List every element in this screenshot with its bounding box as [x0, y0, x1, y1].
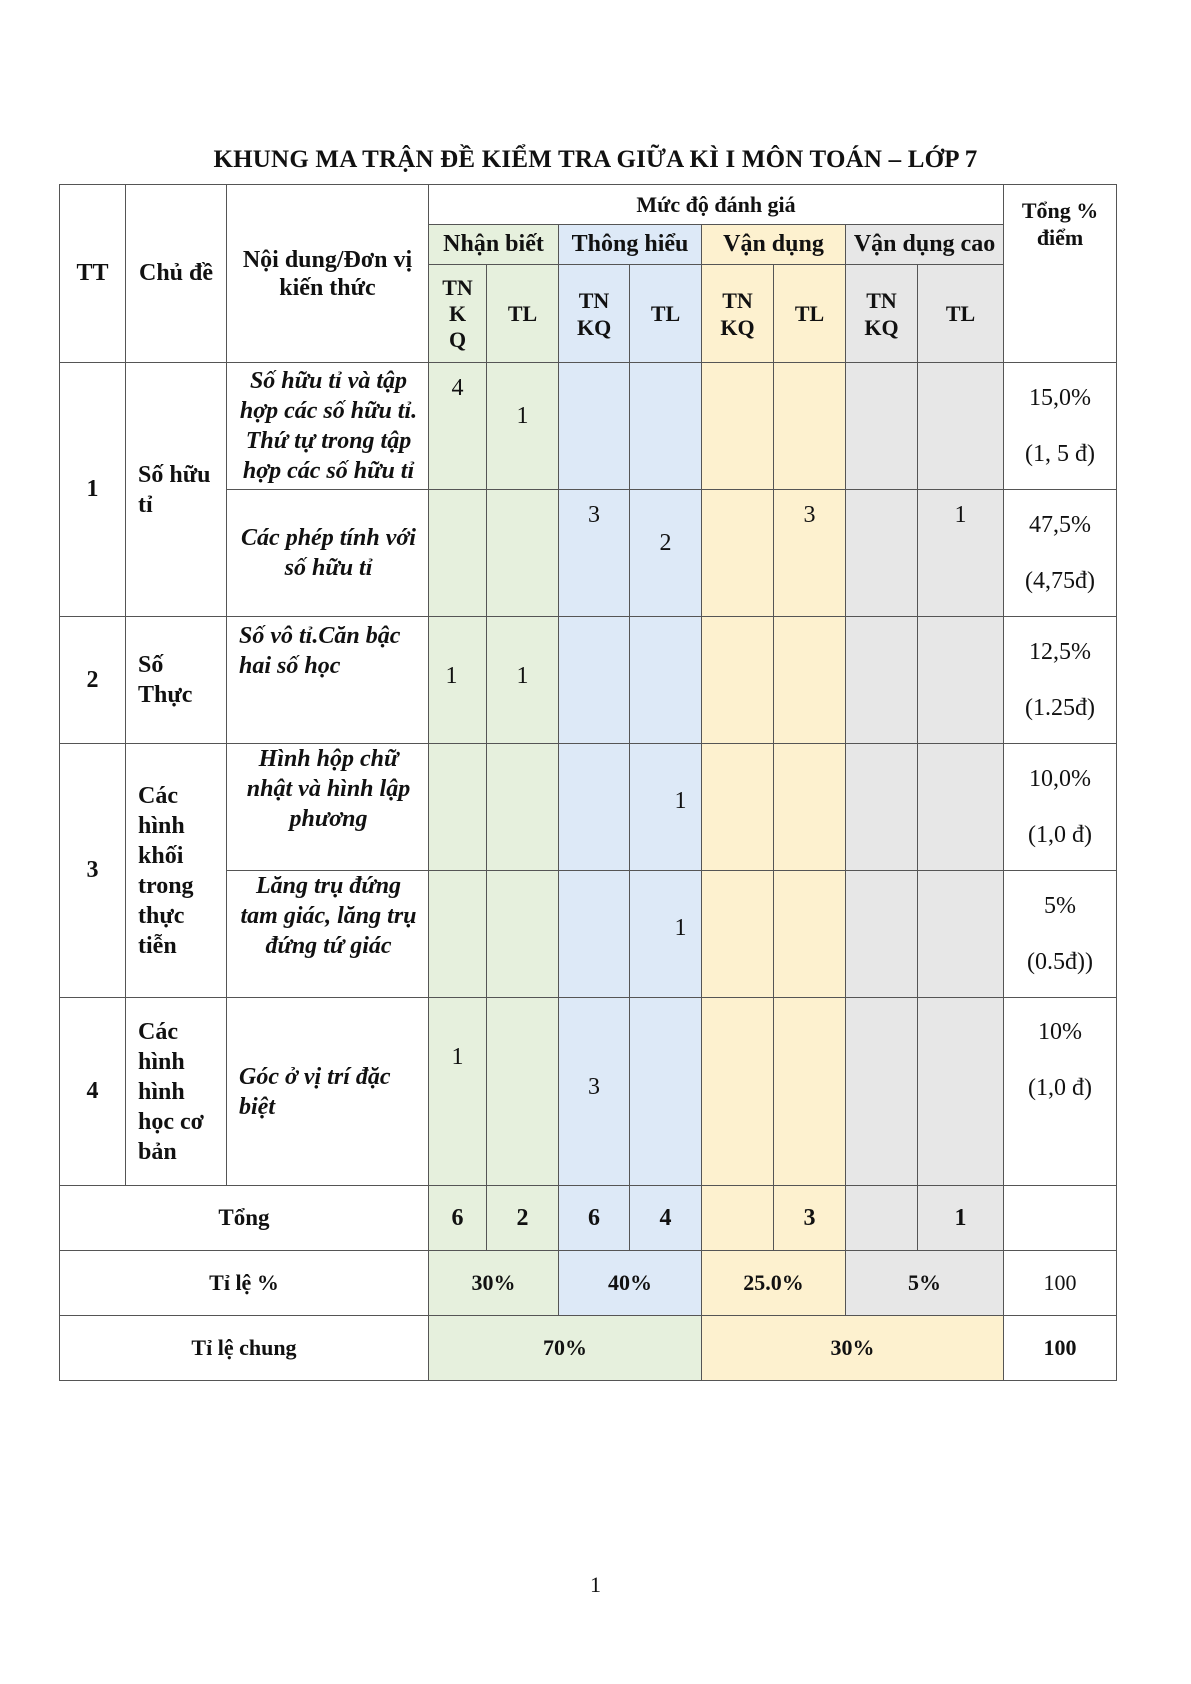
header-vdc-tnkq: TN KQ	[846, 265, 918, 363]
row-topic: Các hình khối trong thực tiễn	[126, 744, 227, 998]
header-th-tnkq: TN KQ	[559, 265, 630, 363]
ratio-total: 100	[1004, 1251, 1117, 1316]
overall-value: 70%	[429, 1316, 702, 1381]
header-th-tl: TL	[630, 265, 702, 363]
row-total	[1004, 363, 1117, 490]
ratio-value: 25.0%	[702, 1251, 846, 1316]
overall-total: 100	[1004, 1316, 1117, 1381]
cell-value: 2	[659, 530, 672, 556]
row-total	[1004, 490, 1117, 617]
row-tt: 2	[60, 617, 126, 744]
total-value: 2	[487, 1186, 559, 1251]
row-pct: 47,5%	[1029, 512, 1092, 538]
row-content: Lăng trụ đứng tam giác, lăng trụ đứng tứ giác	[227, 871, 429, 998]
page-title: KHUNG MA TRẬN ĐỀ KIỂM TRA GIỮA KÌ I MÔN TOÁN – LỚP 7	[213, 146, 978, 173]
row-score: (1,0 đ)	[1028, 1075, 1093, 1101]
row-score: (1,0 đ)	[1028, 822, 1093, 848]
header-chu-de: Chủ đề	[126, 185, 227, 363]
ratio-value: 30%	[429, 1251, 559, 1316]
header-tong: Tổng % điểm	[1004, 185, 1117, 363]
row-content: Các phép tính với số hữu tỉ	[227, 490, 429, 617]
overall-label: Tỉ lệ chung	[60, 1316, 429, 1381]
header-vd-tl: TL	[774, 265, 846, 363]
cell-value: 3	[588, 1074, 600, 1100]
row-topic: Số Thực	[126, 617, 227, 744]
header-thong-hieu: Thông hiểu	[559, 225, 702, 265]
cell-value: 1	[954, 502, 967, 528]
row-pct: 5%	[1044, 893, 1077, 919]
total-value	[702, 1186, 774, 1251]
row-topic: Các hình hình học cơ bản	[126, 998, 227, 1186]
assessment-matrix-table	[59, 184, 1117, 1381]
header-muc-do: Mức độ đánh giá	[429, 185, 1004, 225]
ratio-value: 5%	[846, 1251, 1004, 1316]
row-content: Góc ở vị trí đặc biệt	[227, 998, 429, 1186]
row-tt: 4	[60, 998, 126, 1186]
total-value: 3	[774, 1186, 846, 1251]
row-score: (0.5đ))	[1027, 949, 1094, 975]
total-value: 6	[429, 1186, 487, 1251]
row-score: (1.25đ)	[1025, 695, 1096, 721]
row-tt: 3	[60, 744, 126, 998]
total-value: 6	[559, 1186, 630, 1251]
header-vd-tnkq: TN KQ	[702, 265, 774, 363]
row-total	[1004, 871, 1117, 998]
row-topic: Số hữu tỉ	[126, 363, 227, 617]
cell-value: 1	[451, 1044, 464, 1070]
cell-value: 3	[803, 502, 816, 528]
total-value: 1	[918, 1186, 1004, 1251]
ratio-label: Tỉ lệ %	[60, 1251, 429, 1316]
row-tt: 1	[60, 363, 126, 617]
row-pct: 15,0%	[1029, 385, 1092, 411]
header-van-dung: Vận dụng	[702, 225, 846, 265]
cell-value: 4	[451, 375, 464, 401]
row-total	[1004, 744, 1117, 871]
row-pct: 12,5%	[1029, 639, 1092, 665]
cell-value: 1	[445, 663, 458, 689]
row-content: Hình hộp chữ nhật và hình lập phương	[227, 744, 429, 871]
row-score: (1, 5 đ)	[1025, 441, 1096, 467]
row-content: Số hữu tỉ và tập hợp các số hữu tỉ. Thứ tự trong tập hợp các số hữu tỉ	[227, 363, 429, 490]
cell-value: 1	[674, 915, 687, 941]
header-nb-tnkq: TN K Q	[429, 265, 487, 363]
cell-value: 1	[674, 788, 687, 814]
header-noi-dung: Nội dung/Đơn vị kiến thức	[227, 185, 429, 363]
total-value: 4	[630, 1186, 702, 1251]
header-nb-tl: TL	[487, 265, 559, 363]
cell-value: 1	[516, 663, 529, 689]
page-number: 1	[590, 1572, 601, 1597]
total-value	[846, 1186, 918, 1251]
header-vdc-tl: TL	[918, 265, 1004, 363]
row-total	[1004, 617, 1117, 744]
row-pct: 10%	[1038, 1019, 1083, 1045]
overall-value: 30%	[702, 1316, 1004, 1381]
row-pct: 10,0%	[1029, 766, 1092, 792]
header-van-dung-cao: Vận dụng cao	[846, 225, 1004, 265]
header-nhan-biet: Nhận biết	[429, 225, 559, 265]
row-content: Số vô tỉ.Căn bậc hai số học	[227, 617, 429, 744]
ratio-value: 40%	[559, 1251, 702, 1316]
row-score: (4,75đ)	[1025, 568, 1096, 594]
header-tt: TT	[60, 185, 126, 363]
cell-value: 1	[516, 403, 529, 429]
totals-label: Tổng	[60, 1186, 429, 1251]
cell-value: 3	[588, 502, 600, 528]
row-total	[1004, 998, 1117, 1186]
